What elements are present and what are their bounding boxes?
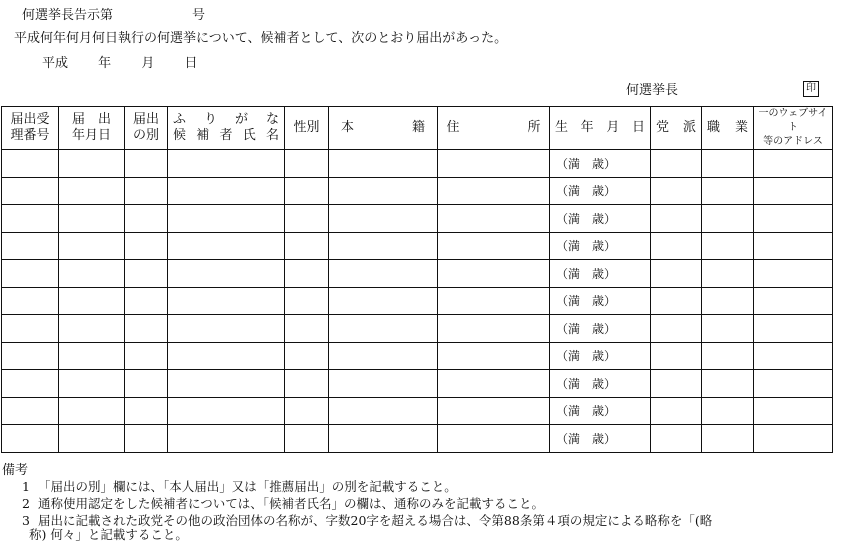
notice-title xyxy=(22,4,206,23)
birthdate-cell: （満 歳） xyxy=(550,425,651,453)
table-cell xyxy=(651,287,702,315)
table-cell xyxy=(2,205,59,233)
table-row xyxy=(2,397,833,425)
table-cell xyxy=(2,425,59,453)
table-cell xyxy=(754,397,833,425)
table-cell xyxy=(125,260,168,288)
notice-date xyxy=(42,52,223,71)
table-cell xyxy=(168,315,285,343)
birthdate-cell: （満 歳） xyxy=(550,260,651,288)
birthdate-cell: （満 歳） xyxy=(550,370,651,398)
table-cell xyxy=(438,315,550,343)
table-cell xyxy=(2,342,59,370)
table-cell xyxy=(285,315,329,343)
table-cell xyxy=(285,342,329,370)
table-cell xyxy=(329,177,438,205)
table-cell xyxy=(125,370,168,398)
table-cell xyxy=(329,232,438,260)
table-cell xyxy=(59,205,125,233)
table-cell xyxy=(754,315,833,343)
table-cell xyxy=(438,287,550,315)
table-cell xyxy=(702,397,754,425)
table-cell xyxy=(168,397,285,425)
table-cell xyxy=(702,287,754,315)
table-cell xyxy=(329,370,438,398)
table-cell xyxy=(702,315,754,343)
table-cell xyxy=(2,150,59,178)
table-cell xyxy=(2,370,59,398)
seal-mark: 印 xyxy=(803,81,819,97)
header-receipt-number: 届出受 理番号 xyxy=(2,107,59,150)
table-cell xyxy=(702,205,754,233)
table-cell xyxy=(285,232,329,260)
table-cell xyxy=(59,425,125,453)
notice-number-suffix: 号 xyxy=(192,8,206,23)
table-cell xyxy=(2,397,59,425)
table-cell xyxy=(2,287,59,315)
table-cell xyxy=(285,177,329,205)
table-cell xyxy=(438,370,550,398)
table-cell xyxy=(285,425,329,453)
table-cell xyxy=(168,150,285,178)
table-cell xyxy=(651,177,702,205)
table-cell xyxy=(285,397,329,425)
candidate-table xyxy=(1,106,833,453)
table-cell xyxy=(702,150,754,178)
birthdate-cell: （満 歳） xyxy=(550,205,651,233)
header-filing-date: 届 出 年月日 xyxy=(59,107,125,150)
table-cell xyxy=(754,177,833,205)
birthdate-cell: （満 歳） xyxy=(550,177,651,205)
table-cell xyxy=(168,342,285,370)
table-cell xyxy=(702,425,754,453)
table-cell xyxy=(702,370,754,398)
table-cell xyxy=(438,232,550,260)
table-cell xyxy=(125,177,168,205)
table-cell xyxy=(754,370,833,398)
table-cell xyxy=(285,205,329,233)
table-cell xyxy=(285,150,329,178)
table-cell xyxy=(125,205,168,233)
table-cell xyxy=(651,397,702,425)
header-birthdate: 生年月日 xyxy=(550,107,651,150)
table-cell xyxy=(754,425,833,453)
table-cell xyxy=(438,177,550,205)
birthdate-cell: （満 歳） xyxy=(550,287,651,315)
table-cell xyxy=(329,150,438,178)
table-cell xyxy=(329,205,438,233)
notice-title-text: 何選挙長告示第 xyxy=(22,8,114,23)
table-cell xyxy=(702,342,754,370)
header-address: 住 所 xyxy=(438,107,550,150)
table-row xyxy=(2,315,833,343)
birthdate-cell: （満 歳） xyxy=(550,342,651,370)
table-cell xyxy=(168,287,285,315)
birthdate-cell: （満 歳） xyxy=(550,150,651,178)
table-cell xyxy=(59,260,125,288)
table-cell xyxy=(125,342,168,370)
table-cell xyxy=(329,315,438,343)
table-cell xyxy=(2,315,59,343)
table-cell xyxy=(285,287,329,315)
table-cell xyxy=(754,232,833,260)
table-cell xyxy=(168,260,285,288)
table-cell xyxy=(702,232,754,260)
day-label: 日 xyxy=(184,56,198,71)
table-cell xyxy=(329,397,438,425)
table-cell xyxy=(702,177,754,205)
table-cell xyxy=(329,287,438,315)
table-cell xyxy=(438,150,550,178)
table-cell xyxy=(2,177,59,205)
table-cell xyxy=(125,287,168,315)
table-cell xyxy=(168,205,285,233)
table-cell xyxy=(125,397,168,425)
birthdate-cell: （満 歳） xyxy=(550,315,651,343)
header-website: 一のウェブサイト 等のアドレス xyxy=(754,107,833,150)
table-row xyxy=(2,232,833,260)
table-row xyxy=(2,177,833,205)
remarks-heading: 備考 xyxy=(2,463,29,478)
table-cell xyxy=(438,342,550,370)
table-cell xyxy=(754,205,833,233)
table-cell xyxy=(168,425,285,453)
table-cell xyxy=(754,260,833,288)
table-cell xyxy=(651,370,702,398)
header-sex: 性別 xyxy=(285,107,329,150)
candidate-table-body xyxy=(2,150,833,453)
table-cell xyxy=(168,370,285,398)
month-label: 月 xyxy=(141,56,155,71)
remark-note-3: 3 届出に記載された政党その他の政治団体の名称が、字数20字を超える場合は、令第88条第４項の規定による略称を「(略 xyxy=(22,513,713,528)
table-cell xyxy=(59,342,125,370)
table-cell xyxy=(438,205,550,233)
signer-title: 何選挙長 xyxy=(626,83,679,98)
table-cell xyxy=(329,342,438,370)
table-cell xyxy=(2,232,59,260)
table-cell xyxy=(651,232,702,260)
table-cell xyxy=(125,232,168,260)
table-header-row xyxy=(2,107,833,150)
remark-note-2: 2 通称使用認定をした候補者については、「候補者氏名」の欄は、通称のみを記載すること。 xyxy=(22,496,545,511)
table-cell xyxy=(59,177,125,205)
table-cell xyxy=(285,370,329,398)
table-row xyxy=(2,287,833,315)
table-row xyxy=(2,425,833,453)
table-cell xyxy=(438,425,550,453)
table-cell xyxy=(651,205,702,233)
table-cell xyxy=(754,287,833,315)
table-cell xyxy=(651,260,702,288)
table-cell xyxy=(59,315,125,343)
table-cell xyxy=(59,150,125,178)
table-cell xyxy=(438,260,550,288)
header-filing-type: 届出 の別 xyxy=(125,107,168,150)
notice-body: 平成何年何月何日執行の何選挙について、候補者として、次のとおり届出があった。 xyxy=(14,31,508,46)
table-cell xyxy=(59,397,125,425)
table-cell xyxy=(651,150,702,178)
header-candidate-name: ふりがな 候補者氏名 xyxy=(168,107,285,150)
table-row xyxy=(2,370,833,398)
table-cell xyxy=(754,342,833,370)
header-occupation: 職業 xyxy=(702,107,754,150)
header-party: 党派 xyxy=(651,107,702,150)
year-label: 年 xyxy=(98,56,112,71)
table-cell xyxy=(59,287,125,315)
table-cell xyxy=(125,315,168,343)
table-cell xyxy=(329,260,438,288)
table-cell xyxy=(651,315,702,343)
remark-note-3-continuation: 称) 何々」と記載すること。 xyxy=(29,527,188,542)
table-cell xyxy=(651,425,702,453)
table-cell xyxy=(754,150,833,178)
table-cell xyxy=(59,370,125,398)
table-row xyxy=(2,150,833,178)
table-cell xyxy=(438,397,550,425)
table-cell xyxy=(329,425,438,453)
table-cell xyxy=(125,150,168,178)
table-cell xyxy=(168,232,285,260)
table-cell xyxy=(702,260,754,288)
table-cell xyxy=(168,177,285,205)
table-row xyxy=(2,205,833,233)
table-row xyxy=(2,260,833,288)
table-row xyxy=(2,342,833,370)
birthdate-cell: （満 歳） xyxy=(550,397,651,425)
birthdate-cell: （満 歳） xyxy=(550,232,651,260)
header-domicile: 本 籍 xyxy=(329,107,438,150)
table-cell xyxy=(125,425,168,453)
table-cell xyxy=(2,260,59,288)
remark-note-1: 1 「届出の別」欄には、「本人届出」又は「推薦届出」の別を記載すること。 xyxy=(22,479,457,494)
table-cell xyxy=(285,260,329,288)
table-cell xyxy=(651,342,702,370)
era-label: 平成 xyxy=(42,56,69,71)
table-cell xyxy=(59,232,125,260)
